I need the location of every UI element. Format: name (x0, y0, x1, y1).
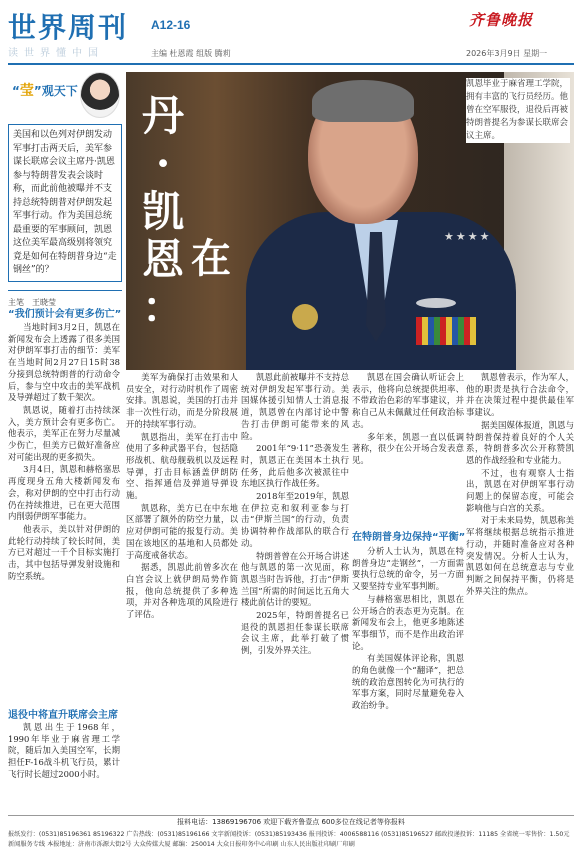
paragraph: 凯恩曾表示，作为军人，他的职责是执行合法命令，并在决策过程中提供最佳军事建议。 (466, 372, 574, 418)
paragraph: 对于未来局势，凯恩称美军将继续根据总统指示推进行动，并随时准备应对各种突发情况。分析人士认为，凯恩如何在总统意志与专业判断之间保持平衡，仍将是外界关注的焦点。 (466, 515, 574, 596)
paragraph: 2025年，特朗普提名已退役的凯恩担任参谋长联席会议主席，此举打破了惯例，引发外界关注。 (241, 610, 349, 656)
headline-char: ： (141, 283, 184, 332)
column-intro (8, 72, 122, 284)
paragraph: 3月4日，凯恩和赫格塞思再度现身五角大楼新闻发布会，称对伊朗的空中打击行动仍在持续推进，已在更大范围内削弱伊朗军事能力。 (8, 464, 120, 522)
editors-credit: 主编 杜恩霞 组版 腾莉 (151, 49, 231, 58)
masthead-divider (8, 63, 574, 65)
columnist-avatar (80, 72, 120, 118)
paragraph: 凯恩指出，美军在打击中使用了多种武器平台，包括隐形战机、航母舰载机以及远程导弹，打击目标涵盖伊朗防空、指挥通信及弹道导弹设施。 (126, 431, 238, 501)
article-column-2 (126, 372, 238, 822)
column-title (12, 80, 78, 100)
rank-stars-icon: ★★★★ (444, 230, 492, 243)
newspaper-logo: 齐鲁晚报 (469, 11, 534, 29)
paragraph: 分析人士认为，凯恩在特朗普身边“走钢丝”，一方面需要执行总统的命令，另一方面又要坚持专业军事判断。 (352, 546, 464, 592)
section-heading-balance: 在特朗普身边保持“平衡” (352, 532, 466, 543)
paragraph: 不过，也有观察人士指出，凯恩在对伊朗军事行动问题上的保留态度，可能会影响他与白宫的关系。 (466, 467, 574, 513)
section-slogan: 读世界懂中国 (8, 48, 104, 59)
column-title-rest: ”观天下 (33, 84, 78, 98)
medal-ribbons-icon (416, 317, 476, 345)
paragraph: 据美国媒体报道，凯恩与特朗普保持着良好的个人关系，特朗普多次公开称赞凯恩的作战经验和专业能力。 (466, 419, 574, 465)
paragraph: 有美国媒体评论称，凯恩的角色就像一个“翻译”，把总统的政治意图转化为可执行的军事方案，同时尽量避免卷入政治纷争。 (352, 653, 464, 711)
paragraph: 凯恩说，随着打击持续深入，美方预计会有更多伤亡。他表示，美军正在努力尽量减少伤亡，但美方已做好准备应对可能出现的更多损失。 (8, 404, 120, 462)
column-title-highlight: 莹 (19, 83, 34, 99)
headline-char: · (155, 139, 171, 188)
article-column-4 (352, 546, 464, 814)
section-heading-retired-general: 退役中将直升联席会主席 (8, 710, 118, 721)
paragraph: 多年来，凯恩一直以低调著称，很少在公开场合发表意见。 (352, 431, 464, 465)
section-heading-casualties: “我们预计会有更多伤亡” (8, 309, 122, 320)
page-range: A12-16 (151, 18, 191, 32)
headline-continuation (188, 235, 234, 282)
footer-divider (8, 815, 574, 816)
headline-char: 凯 (141, 187, 184, 236)
masthead (0, 0, 580, 70)
paragraph: 特朗普曾在公开场合讲述他与凯恩的第一次见面，称凯恩当时告诉他，打击“伊斯兰国”所需的时间远比五角大楼此前估计的要短。 (241, 550, 349, 608)
paragraph: 当地时间3月2日，凯恩在新闻发布会上透露了很多美国对伊朗军事打击的细节：美军在当地时间2月27日15时38分接到总统特朗普的行动命令后，参与空中攻击的美军战机及导弹超过了数千架次。 (8, 322, 120, 403)
paragraph: 2018年至2019年，凯恩在伊拉克和叙利亚参与打击“伊斯兰国”的行动，负责协调特种作战部队的联合行动。 (241, 491, 349, 548)
article-column-4-top (352, 372, 464, 522)
paragraph: 凯恩在国会确认听证会上表示，他将向总统提供坦率、不带政治色彩的军事建议，并称自己从未佩戴过任何政治标志。 (352, 372, 464, 429)
footer-contacts: 报纸发行：(0531)85196361 85196322 广告热线：(0531)85196166 文字新闻投诉：(0531)85193436 报刊投诉：4006588116 (0531)85196527 邮政投递投诉：11185 全省统一零售价：1.50元 (8, 831, 570, 838)
paragraph: 凯恩称，美方已在中东地区部署了额外的防空力量，以应对伊朗可能的报复行动。美国在该地区的基地和人员都处于高度戒备状态。 (126, 502, 238, 560)
headline-char: 丹 (141, 91, 184, 140)
article-column-3 (241, 372, 349, 822)
column-title-prefix: “ (12, 84, 20, 98)
article-column-5 (466, 372, 574, 822)
paragraph: 凯恩出生于1968年，1990年毕业于麻省理工学院，随后加入美国空军，长期担任F-16战斗机飞行员，累计飞行时长超过2000小时。 (8, 722, 120, 779)
main-headline (140, 92, 186, 332)
author-byline: 主笔 王晓莹 (8, 298, 56, 307)
paragraph: 他表示，美以针对伊朗的此轮行动持续了较长时间，美方已对超过一千个目标实施打击，其中包括导弹发射设施和防空系统。 (8, 523, 120, 581)
paragraph: 2001年“9·11”恐袭发生时，凯恩正在美国本土执行任务，此后他多次被派往中东地区执行作战任务。 (241, 443, 349, 489)
article-column-1-bottom (8, 722, 120, 814)
paragraph: 据悉，凯恩此前曾多次在白宫会议上就伊朗局势作简报，他向总统提供了多种选项，并对各种选项的风险进行了评估。 (126, 562, 238, 620)
service-badge-icon (292, 304, 318, 330)
paragraph: 美军为确保打击效果和人员安全，对行动时机作了周密安排。凯恩说，美国的打击并非一次性行动，而是分阶段展开的持续军事行动。 (126, 372, 238, 429)
issue-date: 2026年3月9日 星期一 (466, 49, 548, 58)
photo-hair (312, 80, 414, 122)
photo-caption: 凯恩毕业于麻省理工学院，拥有丰富的飞行员经历。他曾在空军服役，退役后再被特朗普提名为参谋长联席会议主席。 (466, 79, 569, 141)
newspaper-section-title: 世界周刊 (8, 11, 129, 44)
column-divider (8, 290, 122, 291)
headline-char: 在 (191, 235, 231, 282)
footer-hotline: 报料电话：13869196706 欢迎下载齐鲁壹点 600多位在线记者等你报料 (177, 818, 405, 826)
intro-box: 美国和以色列对伊朗发动军事打击两天后，美军参谋长联席会议主席丹·凯恩参与特朗普发表会谈时称，而此前他被曝并不支持总统特朗普对伊朗发起军事行动。作为美国总统最重要的军事顾问，凯恩这位美军最高级别将领究竟是如何在特朗普身边“走钢丝”的？ (8, 124, 122, 282)
paragraph: 凯恩此前被曝并不支持总统对伊朗发起军事行动。美国媒体援引知情人士消息报道，凯恩曾在内部讨论中警告打击伊朗可能带来的风险。 (241, 372, 349, 441)
footer-address: 新闻服务专线 本报地址：济南市泺源大街2号 大众传媒大厦 邮编：250014 大众日报印务中心印刷 山东人民出版社印刷厂印刷 (8, 841, 355, 848)
pilot-wings-icon (416, 298, 456, 308)
headline-char: 恩 (141, 235, 184, 284)
paragraph: 与赫格塞思相比，凯恩在公开场合的表态更为克制。在新闻发布会上，他更多地陈述军事细节，而不是作出政治评论。 (352, 593, 464, 651)
